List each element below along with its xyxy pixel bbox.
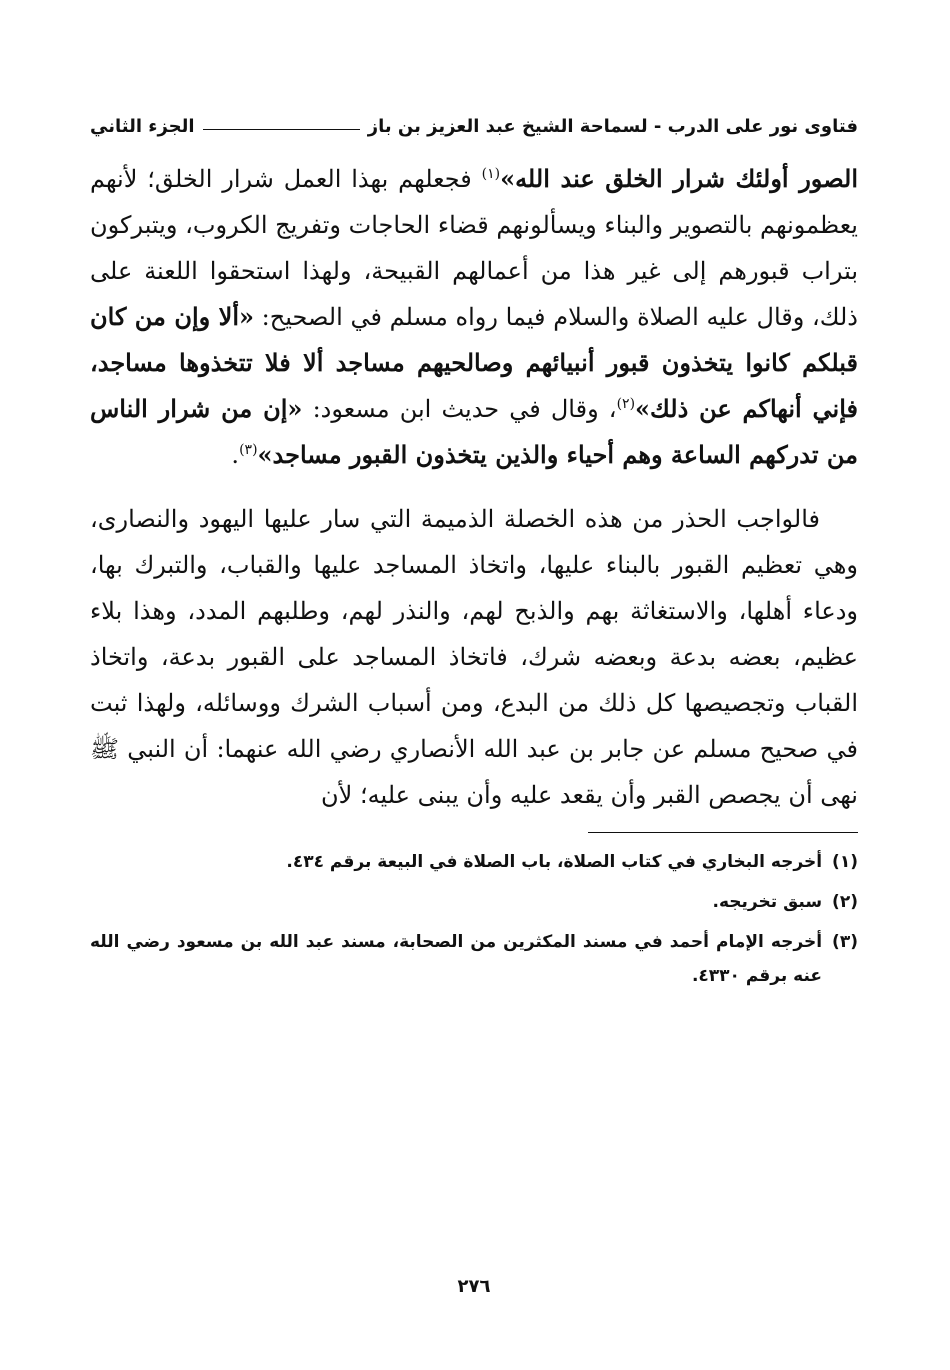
footnote-number: (١) <box>832 852 858 872</box>
footnote-1 <box>90 845 858 879</box>
hadith-quote: «ألا وإن من كان قبلكم كانوا يتخذون قبور أنبيائهم وصالحيهم مساجد ألا فلا تتخذوها مساجد، فإني أنهاكم عن ذلك» <box>90 302 858 423</box>
header-rule <box>203 129 360 130</box>
footnote-text: أخرجه البخاري في كتاب الصلاة، باب الصلاة في البيعة برقم ٤٣٤. <box>286 852 823 872</box>
page-number: ٢٧٦ <box>457 1276 491 1297</box>
text-segment: . <box>231 441 240 469</box>
footnote-text: سبق تخريجه. <box>712 892 823 912</box>
footnote-ref-1: (١) <box>481 166 501 182</box>
paragraph-2: فالواجب الحذر من هذه الخصلة الذميمة التي سار عليها اليهود والنصارى، وهي تعظيم القبور بالبناء عليها، واتخاذ المساجد عليها والقباب، والتبرك بها، ودعاء أهلها، والاستغاثة بهم والذبح لهم، والنذر لهم، وطلبهم المدد، وهذا بلاء عظيم، بعضه بدعة وبعضه شرك، فاتخاذ المساجد على القبور بدعة، واتخاذ القباب وتجصيصها كل ذلك من البدع، ومن أسباب الشرك ووسائله، ولهذا ثبت في صحيح مسلم عن جابر بن عبد الله الأنصاري رضي الله عنهما: أن النبي ﷺ نهى أن يجصص القبر وأن يقعد عليه وأن يبنى عليه؛ لأن <box>90 505 859 809</box>
footnote-number: (٣) <box>832 932 858 952</box>
hadith-quote: «إن من شرار الناس من تدركهم الساعة وهم أحياء والذين يتخذون القبور مساجد» <box>90 394 858 469</box>
book-title: فتاوى نور على الدرب - لسماحة الشيخ عبد العزيز بن باز <box>367 115 858 137</box>
volume-label: الجزء الثاني <box>90 115 195 137</box>
footnote-number: (٢) <box>832 892 858 912</box>
text-segment: ، وقال في حديث ابن مسعود: <box>302 395 617 423</box>
hadith-quote: الصور أولئك شرار الخلق عند الله» <box>500 164 858 193</box>
main-text <box>90 156 858 818</box>
text-segment: فجعلهم بهذا العمل شرار الخلق؛ لأنهم يعظمونهم بالتصوير والبناء ويسألونهم قضاء الحاجات وتفريج الكروب، ويتبركون بتراب قبورهم إلى غير هذا من أعمالهم القبيحة، ولهذا استحقوا اللعنة على ذلك، وقال عليه الصلاة والسلام فيما رواه مسلم في الصحيح: <box>90 165 858 331</box>
footnote-ref-2: (٢) <box>616 396 636 412</box>
footnote-2 <box>90 885 858 919</box>
footnote-ref-3: (٣) <box>239 442 258 458</box>
footnote-3 <box>90 925 858 993</box>
paragraph-1 <box>90 156 858 478</box>
footnotes <box>90 845 858 993</box>
footnote-text: أخرجه الإمام أحمد في مسند المكثرين من الصحابة، مسند عبد الله بن مسعود رضي الله عنه برقم ٤٣٣٠. <box>90 932 823 986</box>
footnote-separator <box>588 832 858 833</box>
book-page <box>90 108 858 1370</box>
running-header <box>90 108 858 144</box>
